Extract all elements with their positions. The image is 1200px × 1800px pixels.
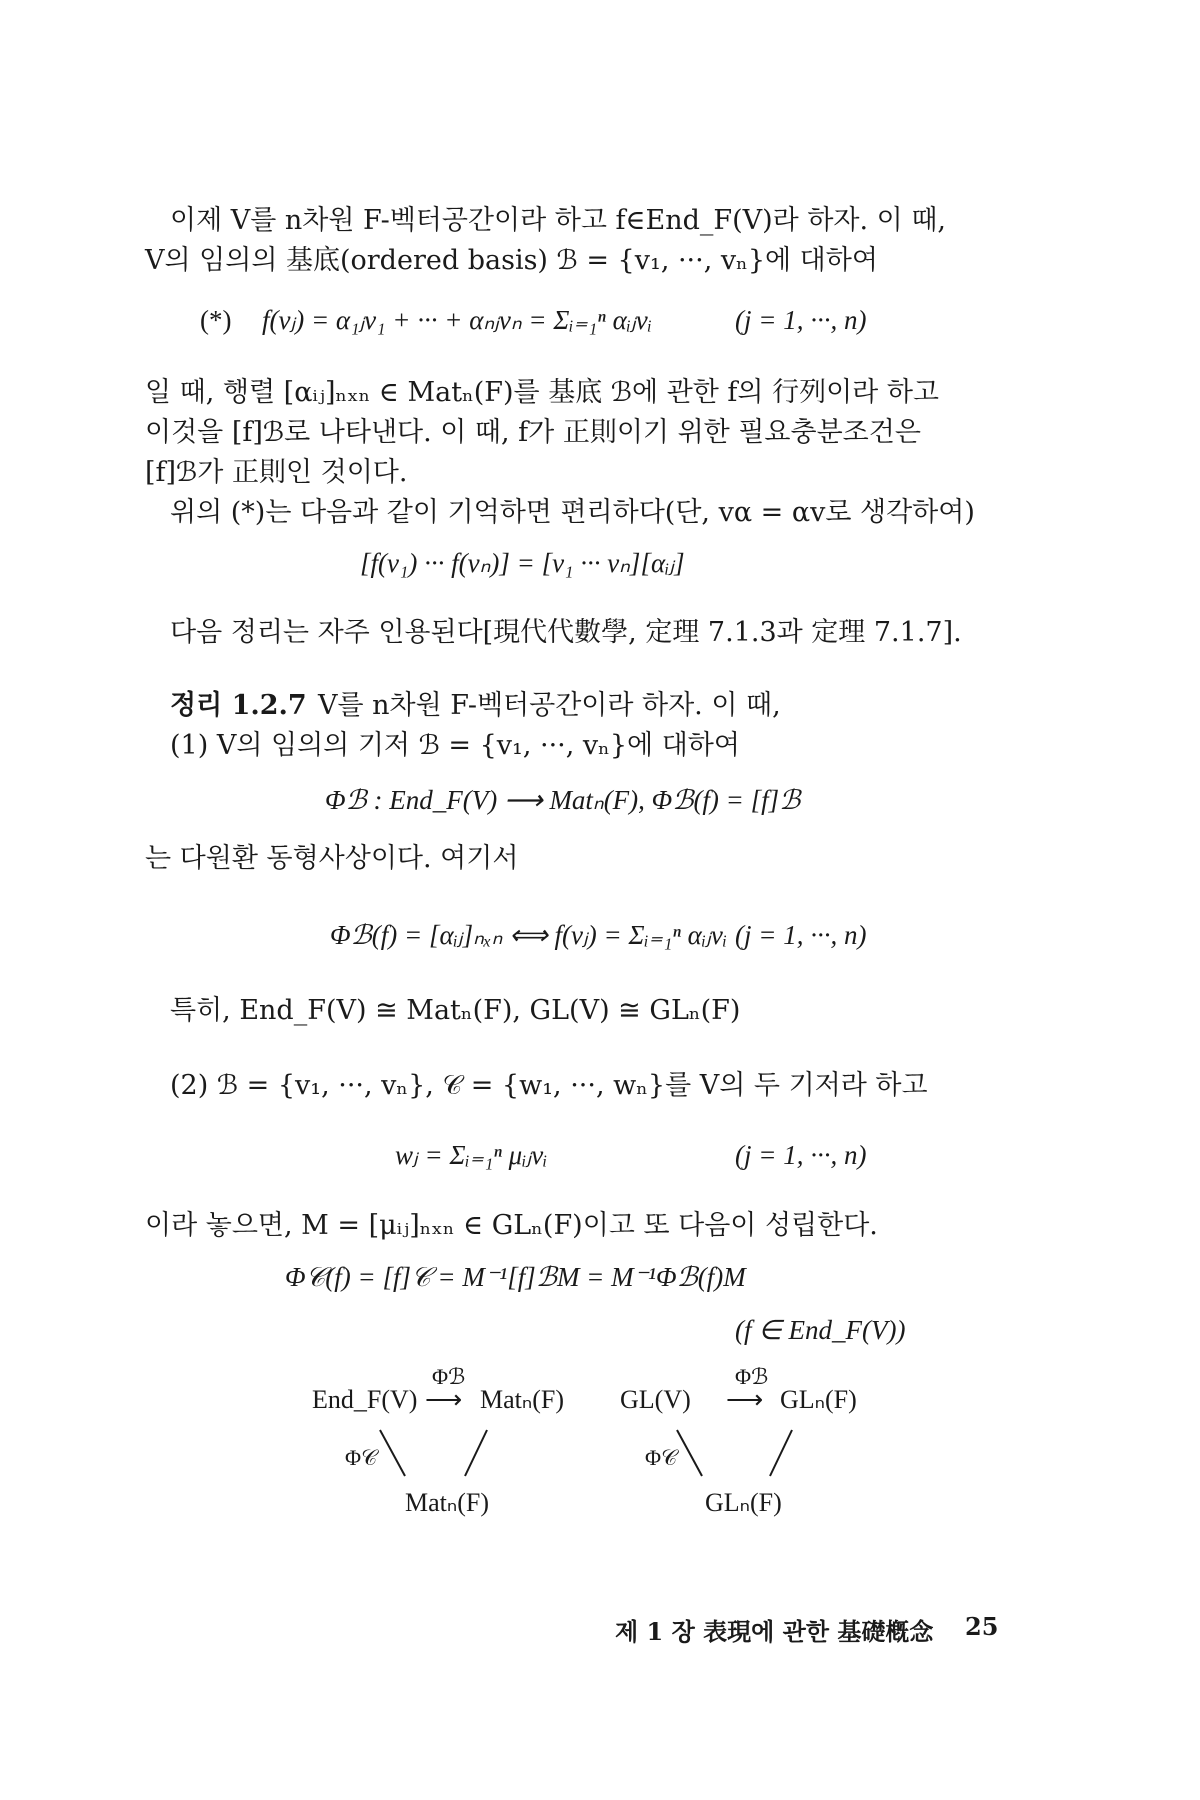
diagram-right-diag-label: Φ𝒞 (645, 1445, 678, 1470)
diagram-right-top-left: GL(V) (620, 1385, 691, 1414)
page-number: 25 (965, 1612, 999, 1641)
text-line-8: 는 다원환 동형사상이다. 여기서 (145, 843, 519, 874)
text-line-10: (2) ℬ = {v₁, ···, vₙ}, 𝒞 = {w₁, ···, wₙ}를 V의 두 기저라 하고 (170, 1070, 928, 1101)
diagram-left-top-left: End_F(V) (312, 1385, 418, 1414)
diagonal-arrows-icon (375, 1428, 525, 1483)
text-line-9: 특히, End_F(V) ≅ Matₙ(F), GL(V) ≅ GLₙ(F) (170, 995, 741, 1026)
diagram-right-arrow-label: Φℬ (735, 1364, 769, 1389)
theorem-line-1: V를 n차원 F-벡터공간이라 하자. 이 때, (318, 690, 781, 721)
equation-5-range: (j = 1, ···, n) (735, 1140, 867, 1170)
equation-6-range: (f ∈ End_F(V)) (735, 1315, 906, 1345)
equation-tag: (*) (200, 305, 232, 335)
text-line-6: 위의 (*)는 다음과 같이 기억하면 편리하다(단, vα = αv로 생각하여) (170, 497, 975, 528)
diagram-left-arrow-label: Φℬ (432, 1364, 466, 1389)
diagram-right-top-right: GLₙ(F) (780, 1385, 857, 1414)
text-line-1: 이제 V를 n차원 F-벡터공간이라 하고 f∈End_F(V)라 하자. 이 때, (170, 205, 946, 236)
text-line-7: 다음 정리는 자주 인용된다[現代代數學, 定理 7.1.3과 定理 7.1.7]. (170, 617, 962, 648)
theorem-heading: 정리 1.2.7 (170, 690, 307, 721)
equation-2: [f(v₁) ··· f(vₙ)] = [v₁ ··· vₙ][αᵢⱼ] (360, 548, 685, 578)
equation-5: wⱼ = Σᵢ₌₁ⁿ μᵢⱼvᵢ (395, 1140, 548, 1170)
equation-4-range: (j = 1, ···, n) (735, 920, 867, 950)
right-arrow-icon: ⟶ (726, 1385, 764, 1414)
diagonal-arrows-icon (672, 1428, 822, 1483)
running-footer-chapter: 제 1 장 表現에 관한 基礎槪念 (615, 1617, 934, 1646)
diagram-left-bottom: Matₙ(F) (405, 1488, 490, 1517)
text-line-5: [f]ℬ가 正則인 것이다. (145, 457, 408, 488)
text-line-11: 이라 놓으면, M = [μᵢⱼ]ₙₓₙ ∈ GLₙ(F)이고 또 다음이 성립한다. (145, 1210, 878, 1241)
equation-1: f(vⱼ) = α₁ⱼv₁ + ··· + αₙⱼvₙ = Σᵢ₌₁ⁿ αᵢⱼvᵢ (262, 305, 652, 335)
equation-6: Φ𝒞(f) = [f]𝒞 = M⁻¹[f]ℬM = M⁻¹Φℬ(f)M (285, 1262, 746, 1292)
diagram-left-top-right: Matₙ(F) (480, 1385, 565, 1414)
text-line-3: 일 때, 행렬 [αᵢⱼ]ₙₓₙ ∈ Matₙ(F)를 基底 ℬ에 관한 f의 行列이라 하고 (145, 377, 940, 408)
theorem-line-2: (1) V의 임의의 기저 ℬ = {v₁, ···, vₙ}에 대하여 (170, 730, 740, 761)
right-arrow-icon: ⟶ (425, 1385, 463, 1414)
equation-1-range: (j = 1, ···, n) (735, 305, 867, 335)
equation-4: Φℬ(f) = [αᵢⱼ]ₙₓₙ ⟺ f(vⱼ) = Σᵢ₌₁ⁿ αᵢⱼvᵢ (330, 920, 728, 950)
equation-3: Φℬ : End_F(V) ⟶ Matₙ(F), Φℬ(f) = [f]ℬ (325, 785, 801, 815)
diagram-left-diag-label: Φ𝒞 (345, 1445, 378, 1470)
text-line-4: 이것을 [f]ℬ로 나타낸다. 이 때, f가 正則이기 위한 필요충분조건은 (145, 417, 921, 448)
text-line-2: V의 임의의 基底(ordered basis) ℬ = {v₁, ···, vₙ}에 대하여 (145, 245, 878, 276)
diagram-right-bottom: GLₙ(F) (705, 1488, 782, 1517)
